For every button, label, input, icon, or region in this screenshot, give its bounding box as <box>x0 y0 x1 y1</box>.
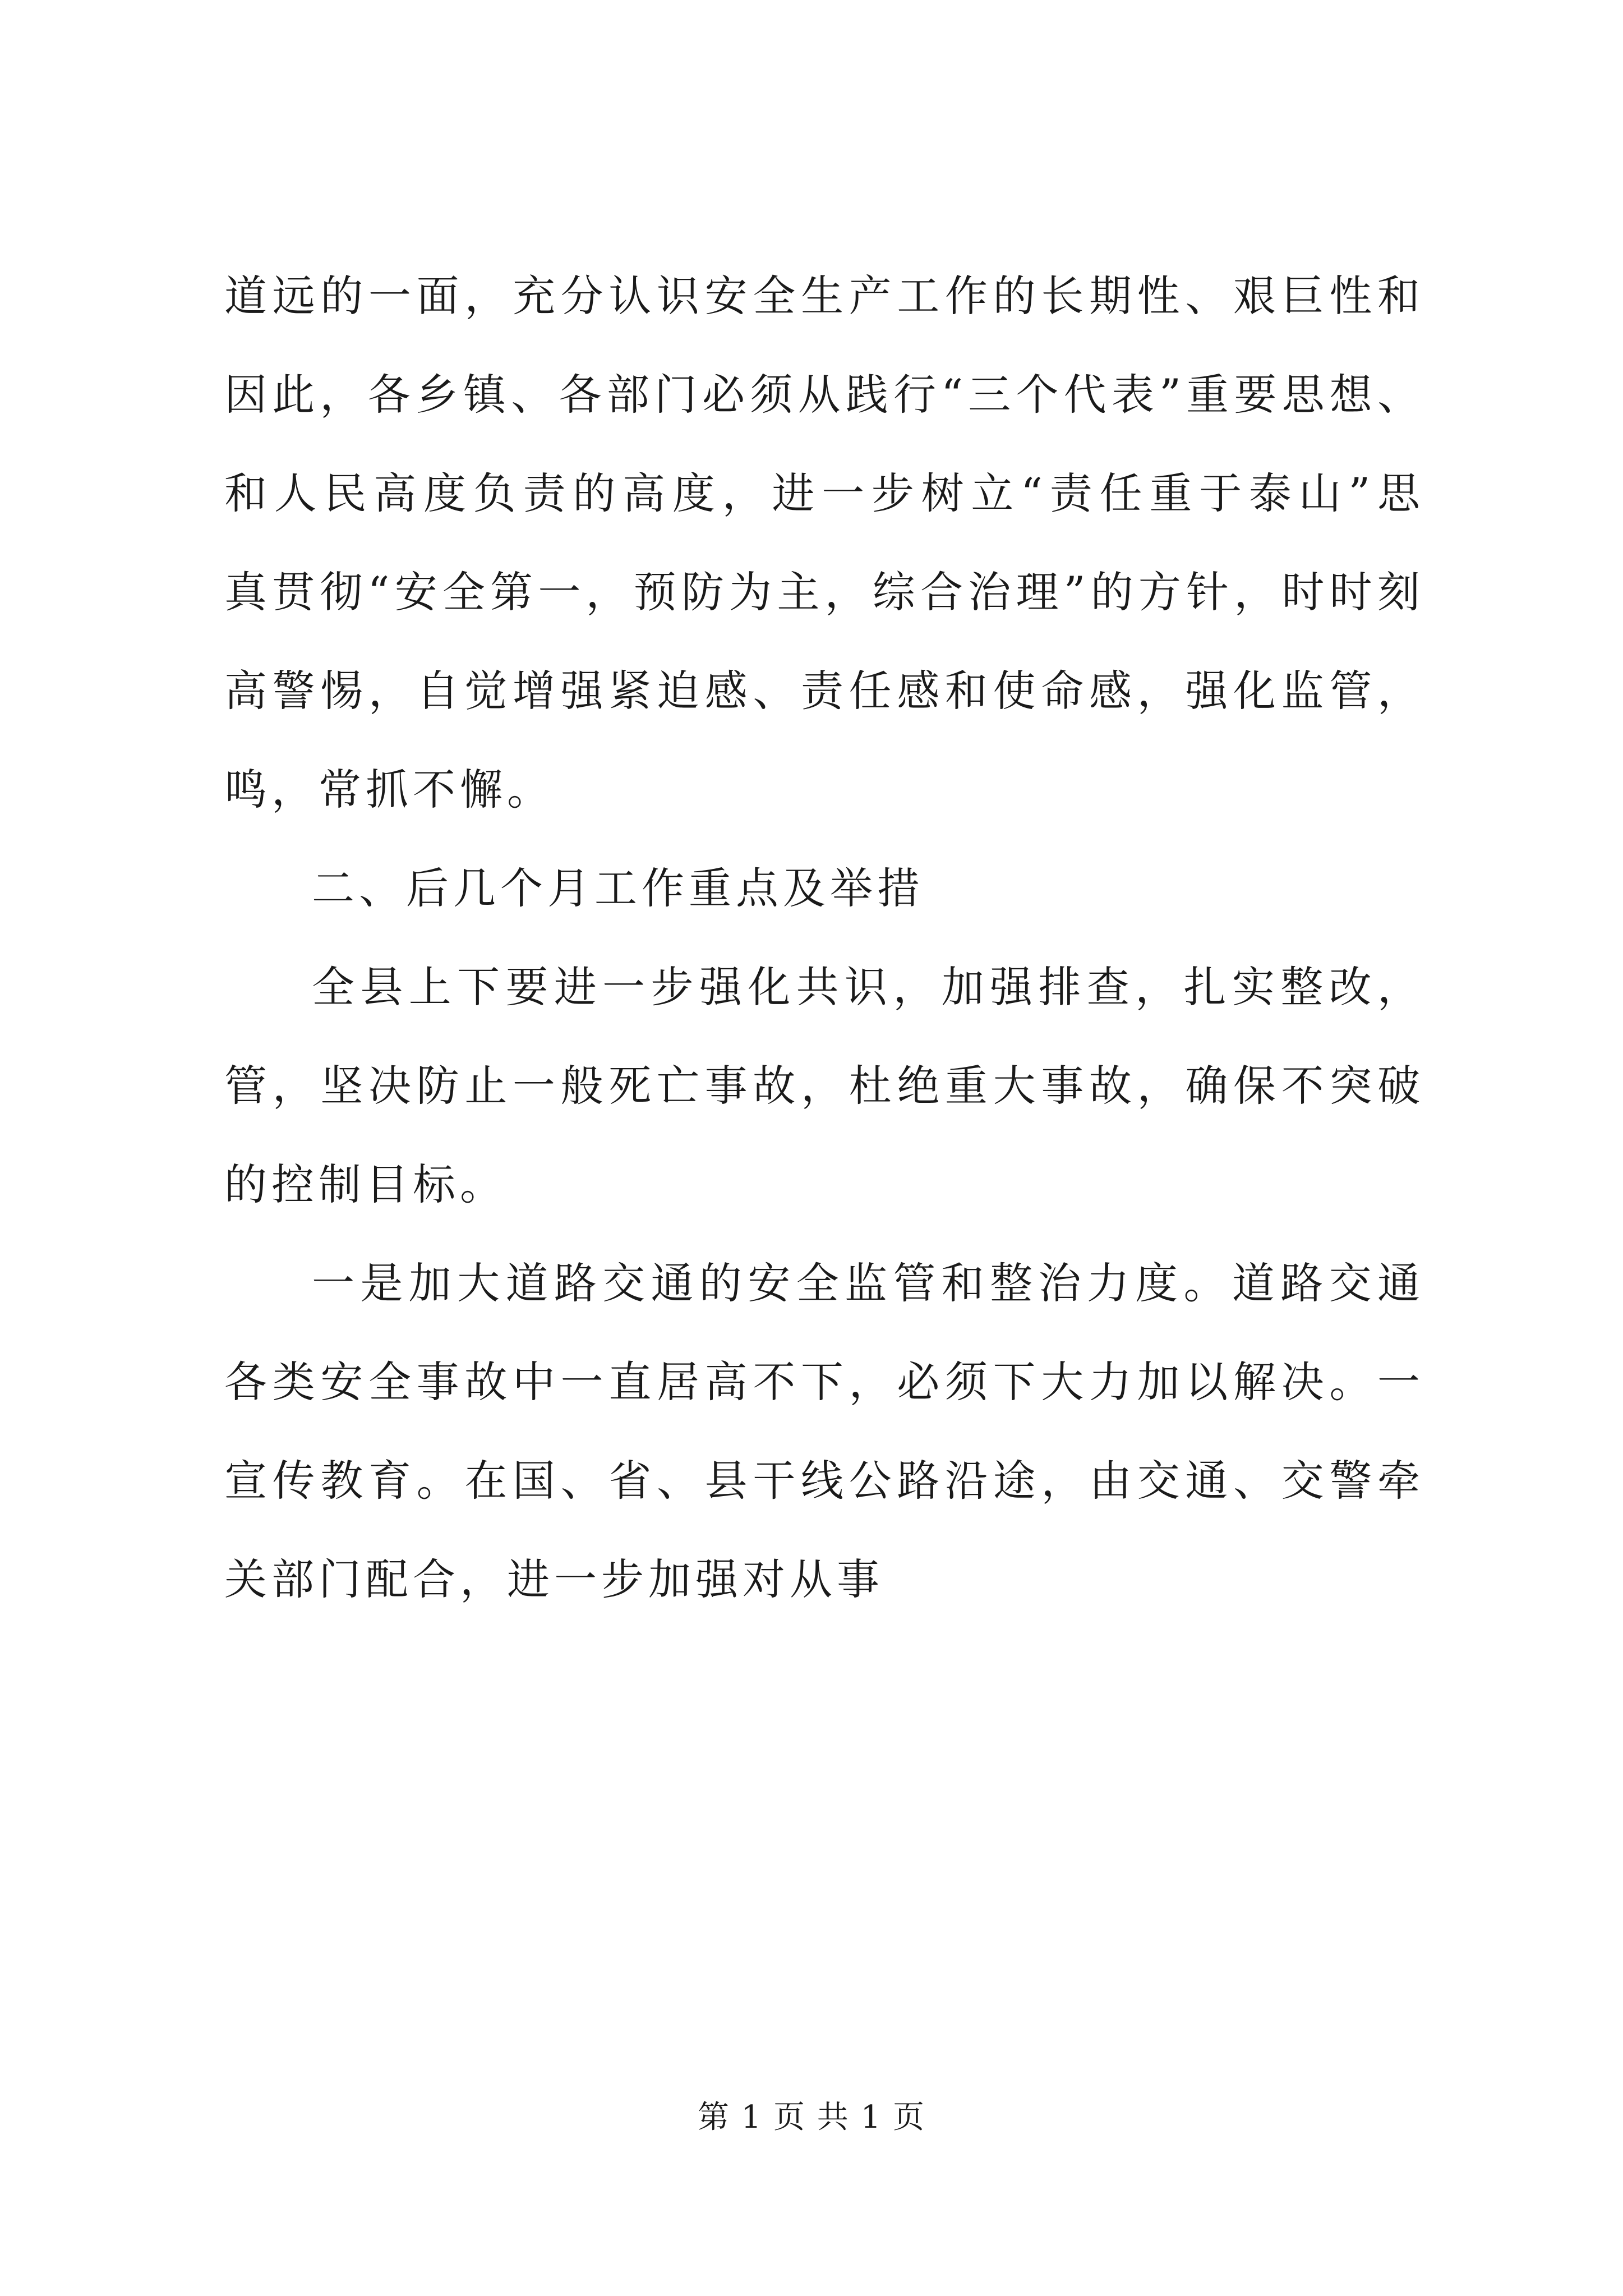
text-line: 一是加大道路交通的安全监管和整治力度。道路交通 <box>312 1258 1424 1308</box>
text-line: 因此，各乡镇、各部门必须从践行“三个代表”重要思想、 <box>224 370 1424 420</box>
text-line: 宣传教育。在国、省、县干线公路沿途，由交通、交警牵 <box>224 1456 1424 1506</box>
text-line: 真贯彻“安全第一，预防为主，综合治理”的方针，时时刻 <box>224 567 1424 617</box>
page-footer: 第 1 页 共 1 页 <box>697 2099 926 2136</box>
text-line: 鸣，常抓不懈。 <box>224 765 554 815</box>
text-line: 管，坚决防止一般死亡事故，杜绝重大事故，确保不突破 <box>224 1061 1424 1111</box>
text-line: 和人民高度负责的高度，进一步树立“责任重于泰山”思 <box>224 468 1424 518</box>
text-line: 各类安全事故中一直居高不下，必须下大力加以解决。一 <box>224 1357 1424 1407</box>
text-line: 的控制目标。 <box>224 1159 507 1209</box>
text-line: 道远的一面，充分认识安全生产工作的长期性、艰巨性和 <box>224 271 1424 321</box>
text-line: 全县上下要进一步强化共识，加强排查，扎实整改， <box>312 962 1424 1012</box>
text-line: 关部门配合，进一步加强对从事 <box>224 1554 884 1604</box>
section-heading: 二、后几个月工作重点及举措 <box>312 863 924 913</box>
document-body <box>224 247 1424 1629</box>
text-line: 高警惕，自觉增强紧迫感、责任感和使命感，强化监管， <box>224 666 1424 716</box>
